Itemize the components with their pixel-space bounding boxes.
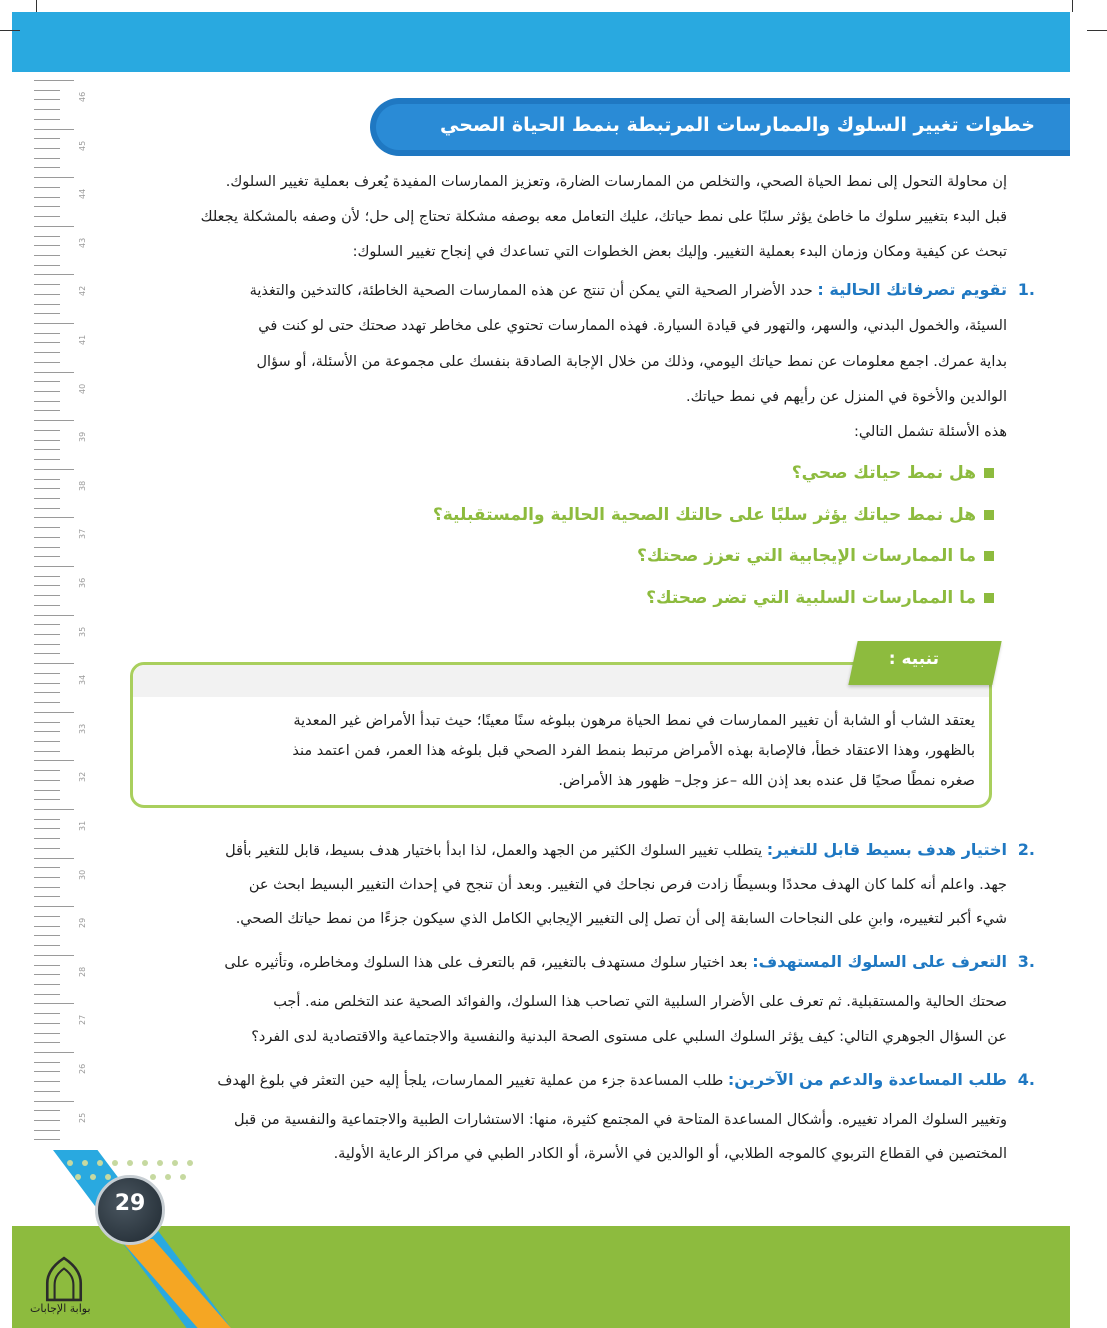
ruler-tick <box>34 945 60 946</box>
ruler-tick <box>34 916 60 917</box>
ruler-tick <box>34 848 60 849</box>
ruler-tick <box>34 323 74 324</box>
ruler-tick <box>34 1110 60 1111</box>
ruler-tick <box>34 576 60 577</box>
ruler-tick <box>34 167 60 168</box>
ruler-tick <box>34 624 60 625</box>
page-title: خطوات تغيير السلوك والممارسات المرتبطة بنمط الحياة الصحي <box>439 114 1035 136</box>
ruler-tick <box>34 760 74 761</box>
ruler-number: 34 <box>78 675 87 686</box>
ruler-tick <box>34 683 60 684</box>
ruler-tick <box>34 508 60 509</box>
ruler-number: 38 <box>78 480 87 491</box>
ruler-tick <box>34 527 60 528</box>
ruler-tick <box>34 459 60 460</box>
ruler-tick <box>34 1101 74 1102</box>
ruler-tick <box>34 469 74 470</box>
ruler-tick <box>34 304 60 305</box>
step-text: طلب المساعدة جزء من عملية تغيير الممارسات، يلجأ إليه حين التعثر في بلوغ الهدف <box>217 1073 724 1089</box>
ruler-tick <box>34 265 60 266</box>
ruler-tick <box>34 887 60 888</box>
step-number: .1 <box>1017 280 1035 299</box>
ruler-tick <box>34 1120 60 1121</box>
ruler-tick <box>34 410 60 411</box>
ruler-tick <box>34 129 74 130</box>
ruler-tick <box>34 440 60 441</box>
ruler-tick <box>34 294 60 295</box>
ruler-tick <box>34 430 60 431</box>
step-text: صحتك الحالية والمستقبلية. ثم تعرف على الأضرار السلبية التي تصاحب هذا السلوك، والفوائد الصحية عند التخلص منه. أجب <box>273 994 1007 1010</box>
ruler-number: 37 <box>78 529 87 540</box>
ruler-tick <box>34 255 60 256</box>
ruler-tick <box>34 809 74 810</box>
ruler-tick <box>34 362 60 363</box>
ruler-tick <box>34 1033 60 1034</box>
note-line: بالظهور، وهذا الاعتقاد خطأ، فالإصابة بهذه الأمراض مرتبط بنمط الفرد الصحي قبل بلوغه هذا العمر، فمن اعتمد منذ <box>292 743 975 759</box>
step-3 <box>224 952 1035 971</box>
ruler-tick <box>34 644 60 645</box>
note-line: صغره نمطًا صحيًا قل عنده بعد إذن الله –عز وجل– ظهور هذ الأمراض. <box>558 773 975 789</box>
ruler-tick <box>34 1091 60 1092</box>
ruler-tick <box>34 838 60 839</box>
step-text: جهد. واعلم أنه كلما كان الهدف محددًا وبسيطًا زادت فرص نجاحك في التغيير. وبعد أن تنجح في إحداث التغيير البسيط ابحث عن <box>248 877 1007 893</box>
ruler-tick <box>34 906 74 907</box>
step-heading: تقويم تصرفاتك الحالية : <box>817 280 1007 299</box>
ruler-tick <box>34 1081 60 1082</box>
step-heading: طلب المساعدة والدعم من الآخرين: <box>727 1070 1007 1089</box>
ruler-number: 35 <box>78 626 87 637</box>
ruler-tick <box>34 896 60 897</box>
ruler-tick <box>34 109 60 110</box>
ruler-tick <box>34 391 60 392</box>
ruler-number: 41 <box>78 334 87 345</box>
step-text: الوالدين والأخوة في المنزل عن رأيهم في نمط حياتك. <box>686 389 1007 405</box>
ruler-number: 31 <box>78 820 87 831</box>
ruler-tick <box>34 245 60 246</box>
mosque-logo-icon <box>42 1256 86 1302</box>
step-heading: اختيار هدف بسيط قابل للتغير: <box>766 840 1007 859</box>
ruler-tick <box>34 819 60 820</box>
ruler-tick <box>34 877 60 878</box>
crop-mark <box>0 30 20 31</box>
note-label: تنبيه : <box>888 649 939 669</box>
ruler-tick <box>34 342 60 343</box>
note-box <box>130 649 992 808</box>
ruler-tick <box>34 965 60 966</box>
ruler-tick <box>34 566 74 567</box>
ruler-number: 33 <box>78 723 87 734</box>
ruler-number: 42 <box>78 286 87 297</box>
ruler-number: 30 <box>78 869 87 880</box>
page-number: 29 <box>114 1191 146 1216</box>
ruler-tick <box>34 1023 60 1024</box>
ruler-number: 43 <box>78 237 87 248</box>
ruler-tick <box>34 994 60 995</box>
ruler-tick <box>34 731 60 732</box>
ruler-tick <box>34 449 60 450</box>
note-line: يعتقد الشاب أو الشابة أن تغيير الممارسات في نمط الحياة مرهون ببلوغه سنًا معينًا؛ حيث تبدأ الأمراض غير المعدية <box>293 713 975 729</box>
ruler-tick <box>34 381 60 382</box>
ruler-tick <box>34 605 60 606</box>
ruler-tick <box>34 858 74 859</box>
ruler-tick <box>34 274 74 275</box>
ruler-tick <box>34 984 60 985</box>
ruler-tick <box>34 673 60 674</box>
ruler-tick <box>34 158 60 159</box>
ruler-number: 32 <box>78 772 87 783</box>
intro-line: إن محاولة التحول إلى نمط الحياة الصحي، والتخلص من الممارسات الضارة، وتعزيز الممارسات المفيدة يُعرف بعملية تغيير السلوك. <box>225 174 1007 190</box>
ruler-number: 29 <box>78 918 87 929</box>
ruler-tick <box>34 80 74 81</box>
intro-line: تبحث عن كيفية ومكان وزمان البدء بعملية التغيير. وإليك بعض الخطوات التي تساعدك في إنجاح تغيير السلوك: <box>352 244 1007 260</box>
ruler-tick <box>34 352 60 353</box>
ruler-tick <box>34 284 60 285</box>
ruler-tick <box>34 1139 60 1140</box>
ruler-number: 39 <box>78 432 87 443</box>
ruler-tick <box>34 615 74 616</box>
ruler-tick <box>34 595 60 596</box>
ruler-tick <box>34 799 60 800</box>
crop-mark <box>1087 30 1107 31</box>
ruler-tick <box>34 828 60 829</box>
ruler-tick <box>34 372 74 373</box>
ruler-tick <box>34 1042 60 1043</box>
step-text: بعد اختيار سلوك مستهدف بالتغيير، قم بالتعرف على هذا السلوك ومخاطره، وتأثيره على <box>224 955 748 971</box>
step-number: .2 <box>1017 840 1035 859</box>
intro-line: قبل البدء بتغيير سلوك ما خاطئ يؤثر سلبًا على نمط حياتك، عليك التعامل معه بوصفه مشكلة تحتاج إلى حل؛ لأن وصفه بالمشكلة يجعلك <box>200 209 1007 225</box>
question-item: ما الممارسات الإيجابية التي تعزز صحتك؟ <box>637 546 994 566</box>
step-heading: التعرف على السلوك المستهدف: <box>752 952 1007 971</box>
ruler-tick <box>34 1013 60 1014</box>
ruler-tick <box>34 780 60 781</box>
ruler-tick <box>34 692 60 693</box>
ruler-tick <box>34 1130 60 1131</box>
ruler-tick <box>34 867 60 868</box>
ruler-tick <box>34 1052 74 1053</box>
ruler-tick <box>34 119 60 120</box>
step-2 <box>225 840 1035 859</box>
ruler-tick <box>34 177 74 178</box>
ruler-tick <box>34 488 60 489</box>
step-text: وتغيير السلوك المراد تغييره. وأشكال المساعدة المتاحة في المجتمع كثيرة، منها: الاستشارات الطبية والاجتماعية والنفسية من قبل <box>233 1112 1007 1128</box>
ruler-tick <box>34 537 60 538</box>
ruler-tick <box>34 663 74 664</box>
question-item: ما الممارسات السلبية التي تضر صحتك؟ <box>646 588 994 608</box>
ruler-tick <box>34 751 60 752</box>
step-number: .3 <box>1017 952 1035 971</box>
ruler-tick <box>34 702 60 703</box>
ruler-tick <box>34 90 60 91</box>
ruler-number: 27 <box>78 1015 87 1026</box>
ruler-tick <box>34 148 60 149</box>
ruler-tick <box>34 197 60 198</box>
ruler-tick <box>34 1071 60 1072</box>
ruler-tick <box>34 974 60 975</box>
side-ruler <box>34 80 87 1150</box>
ruler-number: 26 <box>78 1063 87 1074</box>
ruler-tick <box>34 770 60 771</box>
ruler-tick <box>34 226 74 227</box>
ruler-tick <box>34 1003 74 1004</box>
step-text: يتطلب تغيير السلوك الكثير من الجهد والعمل، لذا ابدأ باختيار هدف بسيط، قابل للتغير بأقل <box>225 843 763 859</box>
step-text: حدد الأضرار الصحية التي يمكن أن تنتج عن هذه الممارسات الصحية الخاطئة، كالتدخين والتغذية <box>249 283 813 299</box>
ruler-tick <box>34 712 74 713</box>
crop-mark <box>1072 0 1073 12</box>
ruler-tick <box>34 517 74 518</box>
ruler-number: 45 <box>78 140 87 151</box>
ruler-number: 44 <box>78 189 87 200</box>
ruler-tick <box>34 479 60 480</box>
step-text: شيء أكبر لتغييره، وابنِ على النجاحات السابقة إلى أن تصل إلى التغيير الإيجابي الكامل الذي سيكون جزءًا من نمط حياتك الصحي. <box>235 911 1007 927</box>
step-text: بداية عمرك. اجمع معلومات عن نمط حياتك اليومي، وذلك من خلال الإجابة الصادقة بنفسك على مجموعة من الأسئلة، أو سؤال <box>256 354 1007 370</box>
ruler-tick <box>34 556 60 557</box>
ruler-tick <box>34 236 60 237</box>
step-number: .4 <box>1017 1070 1035 1089</box>
ruler-tick <box>34 187 60 188</box>
crop-mark <box>36 0 37 12</box>
ruler-number: 46 <box>78 91 87 102</box>
step-4 <box>217 1070 1035 1089</box>
ruler-tick <box>34 547 60 548</box>
step-text: المختصين في القطاع التربوي كالموجه الطلابي، أو الوالدين في الأسرة، أو الكادر الطبي في مراكز الرعاية الأولية. <box>333 1146 1007 1162</box>
step-1 <box>249 280 1035 299</box>
ruler-tick <box>34 333 60 334</box>
question-item: هل نمط حياتك يؤثر سلبًا على حالتك الصحية الحالية والمستقبلية؟ <box>433 505 994 525</box>
ruler-tick <box>34 216 60 217</box>
ruler-number: 40 <box>78 383 87 394</box>
ruler-tick <box>34 926 60 927</box>
ruler-tick <box>34 722 60 723</box>
ruler-tick <box>34 741 60 742</box>
ruler-tick <box>34 955 74 956</box>
ruler-tick <box>34 1062 60 1063</box>
ruler-tick <box>34 313 60 314</box>
ruler-tick <box>34 498 60 499</box>
ruler-tick <box>34 585 60 586</box>
ruler-tick <box>34 634 60 635</box>
question-item: هل نمط حياتك صحي؟ <box>792 463 994 483</box>
ruler-number: 36 <box>78 577 87 588</box>
ruler-tick <box>34 420 74 421</box>
ruler-tick <box>34 401 60 402</box>
ruler-tick <box>34 138 60 139</box>
step-text: عن السؤال الجوهري التالي: كيف يؤثر السلوك السلبي على مستوى الصحة البدنية والنفسية والاجتماعية والاقتصادية لدى الفرد؟ <box>251 1029 1007 1045</box>
ruler-tick <box>34 99 60 100</box>
step-text: السيئة، والخمول البدني، والسهر، والتهور في قيادة السيارة. فهذه الممارسات تحتوي على مخاطر تهدد صحتك حتى لو كنت في <box>258 318 1007 334</box>
top-color-band <box>12 12 1070 72</box>
ruler-number: 25 <box>78 1112 87 1123</box>
ruler-tick <box>34 206 60 207</box>
logo-caption: بوابة الإجابات <box>30 1302 91 1315</box>
step-text: هذه الأسئلة تشمل التالي: <box>853 424 1007 440</box>
ruler-tick <box>34 790 60 791</box>
ruler-number: 28 <box>78 966 87 977</box>
ruler-tick <box>34 653 60 654</box>
ruler-tick <box>34 935 60 936</box>
